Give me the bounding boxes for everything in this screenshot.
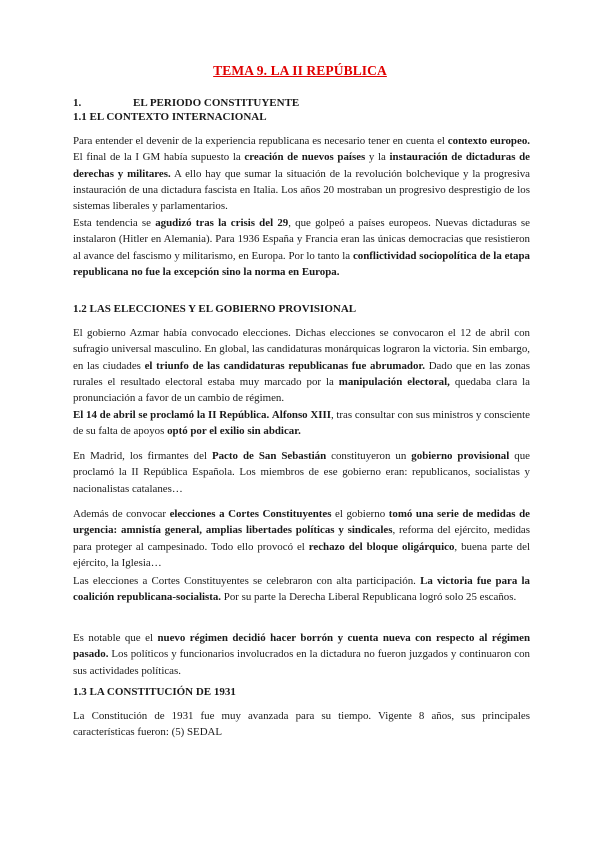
bold-text: La victoria fue para la coalición republicana-socialista. bbox=[73, 575, 530, 604]
text-run: A ello hay que sumar la situación de la revolución bolchevique y la progresiva instauración de una dictadura fascista en Italia. Los años 20 mostraban un progresivo desprestigio de los sistemas liberales y parlamentarios. bbox=[73, 167, 531, 213]
paragraph bbox=[73, 448, 530, 497]
text-run: En Madrid, los firmantes del bbox=[73, 450, 212, 462]
text-run: Dado que en las zonas rurales el resultado electoral estaba muy marcado por la bbox=[73, 359, 530, 388]
page-title: TEMA 9. LA II REPÚBLICA bbox=[213, 63, 387, 78]
section-heading-1-3: 1.3 LA CONSTITUCIÓN DE 1931 bbox=[73, 686, 236, 698]
text-run: Para entender el devenir de la experiencia republicana es necesario tener en cuenta el bbox=[73, 135, 448, 147]
text-run: Los políticos y funcionarios involucrados en la dictadura no fueron juzgados y continuaron con sus actividades políticas. bbox=[73, 648, 530, 677]
bold-text: Pacto de San Sebastián bbox=[211, 450, 327, 462]
bold-text: gobierno provisional bbox=[411, 450, 510, 462]
bold-text: agudizó tras la crisis del 29 bbox=[155, 217, 289, 229]
bold-text: El 14 de abril se proclamó la II República. bbox=[73, 409, 270, 421]
bold-text: tomó una serie de medidas de urgencia: amnistía general, amplias libertades políticas y sindicales bbox=[73, 508, 530, 537]
text-run: Es notable que el bbox=[73, 632, 158, 644]
section-heading-1 bbox=[73, 96, 299, 110]
text-run: Por su parte la Derecha Liberal Republicana logró solo 25 escaños. bbox=[221, 591, 517, 604]
section-number: 1. bbox=[73, 97, 82, 109]
paragraph bbox=[73, 708, 530, 741]
paragraph bbox=[73, 573, 530, 606]
text-run: , que golpeó a países europeos. Nuevas dictaduras se instalaron (Hitler en Alemania). Para 1936 España y Francia eran las únicas democracias que resistieron al avance del fascismo y militarismo, en Europa. Por lo tanto la bbox=[73, 217, 531, 262]
text-run: y la bbox=[365, 151, 390, 164]
bold-text: manipulación electoral, bbox=[338, 375, 450, 388]
section-heading-1-1: 1.1 EL CONTEXTO INTERNACIONAL bbox=[73, 111, 267, 123]
text-run: el gobierno bbox=[331, 508, 389, 520]
text-run: constituyeron un bbox=[326, 450, 412, 462]
paragraph bbox=[73, 133, 530, 214]
section-heading-1-2: 1.2 LAS ELECCIONES Y EL GOBIERNO PROVISIONAL bbox=[73, 303, 357, 315]
text-run: , tras consultar con sus ministros y consciente de su falta de apoyos bbox=[73, 409, 530, 438]
bold-text: el triunfo de las candidaturas republicanas fue abrumador. bbox=[144, 359, 425, 372]
text-run: que proclamó la II República Española. Los miembros de ese gobierno eran: republicanos, socialistas y nacionalistas catalanes… bbox=[73, 450, 530, 495]
bold-text: creación de nuevos países bbox=[244, 151, 366, 164]
text-run: Además de convocar bbox=[73, 508, 170, 520]
text-run: Las elecciones a Cortes Constituyentes se celebraron con alta participación. bbox=[73, 575, 421, 587]
text-run: , reforma del ejército, medidas para proteger al campesinado. Todo ello provocó el bbox=[73, 524, 530, 553]
text-run: , buena parte del ejército, la Iglesia… bbox=[73, 540, 530, 569]
text-run: Esta tendencia se bbox=[73, 217, 156, 229]
paragraph bbox=[73, 325, 530, 406]
bold-text: nuevo régimen decidió hacer borrón y cuenta nueva con respecto al régimen pasado. bbox=[73, 632, 531, 661]
text-run: La Constitución de 1931 fue muy avanzada para su tiempo. Vigente 8 años, sus principales características fueron: (5) SEDAL bbox=[73, 710, 530, 739]
section-title: EL PERIODO CONSTITUYENTE bbox=[133, 97, 300, 109]
bold-text: Alfonso XIII bbox=[271, 409, 331, 421]
bold-text: elecciones a Cortes Constituyentes bbox=[169, 508, 332, 520]
bold-text: optó por el exilio sin abdicar. bbox=[167, 425, 301, 438]
bold-text: contexto europeo. bbox=[447, 135, 530, 147]
text-run: quedaba clara la pronunciación a favor de un cambio de régimen. bbox=[73, 375, 530, 405]
paragraph bbox=[73, 215, 530, 280]
bold-text: rechazo del bloque oligárquico bbox=[308, 540, 455, 553]
text-run: El gobierno Azmar había convocado elecciones. Dichas elecciones se convocaron el 12 de abril con sufragio universal masculino. En global, las candidaturas monárquicas lograron la victoria. Sin embargo, en las ciudades bbox=[73, 327, 530, 372]
paragraph bbox=[73, 506, 530, 571]
bold-text: conflictividad sociopolítica de la etapa republicana no fue la excepción sino la norma en Europa. bbox=[73, 249, 530, 278]
bold-text: instauración de dictaduras de derechas y militares. bbox=[73, 151, 530, 180]
paragraph bbox=[73, 407, 530, 440]
paragraph bbox=[73, 630, 530, 679]
text-run: El final de la I GM había supuesto la bbox=[73, 151, 245, 164]
